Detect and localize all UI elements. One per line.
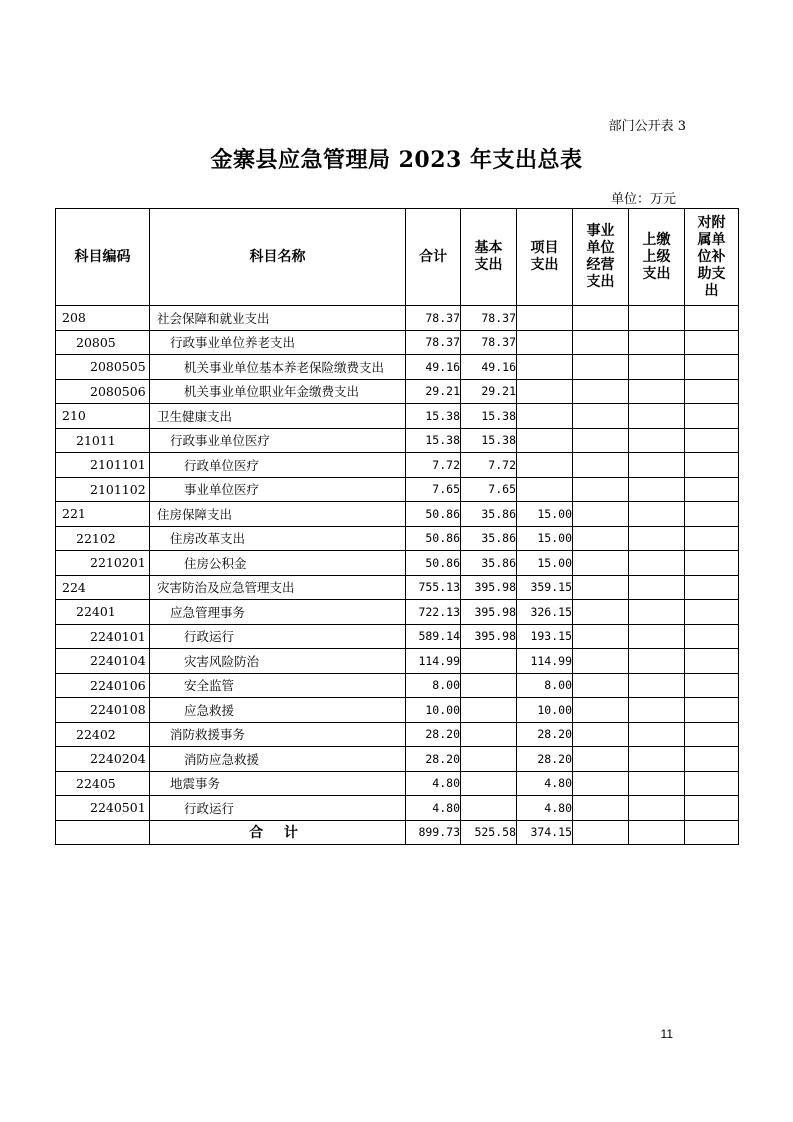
row-code: 221 [56,502,150,527]
row-project [517,453,573,478]
row-basic: 395.98 [461,575,517,600]
table-row [56,404,739,429]
page-number: 11 [660,1027,673,1041]
row-business [573,575,629,600]
row-name: 住房公积金 [150,551,406,576]
row-code: 22402 [56,722,150,747]
row-name: 行政运行 [150,624,406,649]
table-row [56,379,739,404]
row-code: 2080505 [56,355,150,380]
row-total: 78.37 [406,306,461,331]
row-total: 4.80 [406,796,461,821]
row-basic: 395.98 [461,624,517,649]
row-remit [629,575,685,600]
row-code: 20805 [56,330,150,355]
row-basic: 49.16 [461,355,517,380]
row-subsidy [685,747,739,772]
row-name: 灾害防治及应急管理支出 [150,575,406,600]
row-basic [461,796,517,821]
table-row [56,600,739,625]
row-remit [629,771,685,796]
row-project: 114.99 [517,649,573,674]
row-subsidy [685,673,739,698]
row-business [573,526,629,551]
row-name: 行政运行 [150,796,406,821]
col-subsidy-header: 对附 属单 位补 助支 出 [685,209,739,306]
table-header [56,209,739,306]
row-business [573,771,629,796]
row-total: 78.37 [406,330,461,355]
row-total: 28.20 [406,722,461,747]
row-code: 2240106 [56,673,150,698]
total-subsidy [685,820,739,845]
row-basic: 35.86 [461,502,517,527]
total-total: 899.73 [406,820,461,845]
expenditure-table [55,208,739,845]
row-code: 2240108 [56,698,150,723]
row-business [573,747,629,772]
row-name: 地震事务 [150,771,406,796]
row-name: 住房保障支出 [150,502,406,527]
row-business [573,796,629,821]
row-name: 应急救援 [150,698,406,723]
row-project: 326.15 [517,600,573,625]
row-project: 28.20 [517,747,573,772]
row-business [573,428,629,453]
row-project [517,404,573,429]
row-code: 21011 [56,428,150,453]
col-remit-header: 上缴 上级 支出 [629,209,685,306]
row-project [517,306,573,331]
row-total: 50.86 [406,551,461,576]
row-project: 15.00 [517,526,573,551]
row-project [517,477,573,502]
table-row [56,575,739,600]
row-basic: 78.37 [461,306,517,331]
row-business [573,502,629,527]
row-business [573,306,629,331]
row-business [573,649,629,674]
row-name: 机关事业单位基本养老保险缴费支出 [150,355,406,380]
row-project: 8.00 [517,673,573,698]
row-remit [629,551,685,576]
row-project [517,330,573,355]
row-basic [461,722,517,747]
row-project: 28.20 [517,722,573,747]
row-basic: 15.38 [461,428,517,453]
row-code: 2240204 [56,747,150,772]
table-row [56,796,739,821]
row-remit [629,502,685,527]
row-subsidy [685,649,739,674]
row-name: 灾害风险防治 [150,649,406,674]
row-subsidy [685,453,739,478]
table-row [56,673,739,698]
row-remit [629,330,685,355]
table-row [56,453,739,478]
row-remit [629,600,685,625]
row-subsidy [685,502,739,527]
row-code: 2210201 [56,551,150,576]
row-basic [461,649,517,674]
row-remit [629,722,685,747]
row-remit [629,477,685,502]
row-subsidy [685,428,739,453]
total-project: 374.15 [517,820,573,845]
row-total: 8.00 [406,673,461,698]
table-row [56,355,739,380]
row-basic: 15.38 [461,404,517,429]
row-total: 50.86 [406,526,461,551]
row-remit [629,453,685,478]
row-subsidy [685,526,739,551]
table-row [56,649,739,674]
row-remit [629,306,685,331]
row-name: 行政单位医疗 [150,453,406,478]
row-code: 210 [56,404,150,429]
table-row [56,330,739,355]
row-total: 50.86 [406,502,461,527]
row-remit [629,698,685,723]
row-project: 4.80 [517,771,573,796]
table-row [56,771,739,796]
row-business [573,551,629,576]
row-name: 住房改革支出 [150,526,406,551]
table-body [56,306,739,845]
row-business [573,722,629,747]
row-total: 114.99 [406,649,461,674]
row-code: 22401 [56,600,150,625]
row-project [517,379,573,404]
row-basic [461,771,517,796]
row-total: 28.20 [406,747,461,772]
row-remit [629,379,685,404]
col-project-header: 项目 支出 [517,209,573,306]
row-name: 行政事业单位养老支出 [150,330,406,355]
row-project: 15.00 [517,551,573,576]
row-basic [461,673,517,698]
total-business [573,820,629,845]
row-subsidy [685,575,739,600]
row-total: 755.13 [406,575,461,600]
row-subsidy [685,330,739,355]
total-remit [629,820,685,845]
row-total: 29.21 [406,379,461,404]
row-name: 行政事业单位医疗 [150,428,406,453]
row-total: 7.65 [406,477,461,502]
table-row [56,526,739,551]
row-business [573,477,629,502]
row-basic: 29.21 [461,379,517,404]
row-subsidy [685,771,739,796]
row-code: 2240101 [56,624,150,649]
row-business [573,453,629,478]
total-row [56,820,739,845]
table-row [56,428,739,453]
table-row [56,722,739,747]
row-code: 2080506 [56,379,150,404]
row-subsidy [685,379,739,404]
row-project: 4.80 [517,796,573,821]
row-subsidy [685,722,739,747]
row-business [573,673,629,698]
row-total: 10.00 [406,698,461,723]
row-name: 事业单位医疗 [150,477,406,502]
table-row [56,698,739,723]
row-remit [629,649,685,674]
row-project: 10.00 [517,698,573,723]
row-name: 安全监管 [150,673,406,698]
row-basic: 395.98 [461,600,517,625]
row-total: 15.38 [406,404,461,429]
unit-label: 单位：万元 [610,192,676,207]
row-subsidy [685,404,739,429]
row-business [573,698,629,723]
row-remit [629,355,685,380]
table-row [56,624,739,649]
row-subsidy [685,698,739,723]
row-business [573,379,629,404]
row-remit [629,673,685,698]
row-basic: 7.65 [461,477,517,502]
row-name: 消防应急救援 [150,747,406,772]
total-code [56,820,150,845]
row-remit [629,747,685,772]
row-business [573,330,629,355]
row-remit [629,796,685,821]
row-subsidy [685,600,739,625]
row-project [517,355,573,380]
row-remit [629,404,685,429]
col-business-header: 事业 单位 经营 支出 [573,209,629,306]
row-basic [461,747,517,772]
row-name: 机关事业单位职业年金缴费支出 [150,379,406,404]
row-total: 49.16 [406,355,461,380]
row-subsidy [685,551,739,576]
row-code: 2240104 [56,649,150,674]
row-business [573,404,629,429]
row-subsidy [685,624,739,649]
row-basic: 35.86 [461,526,517,551]
row-total: 4.80 [406,771,461,796]
table-row [56,551,739,576]
row-subsidy [685,796,739,821]
row-name: 消防救援事务 [150,722,406,747]
row-code: 208 [56,306,150,331]
row-subsidy [685,355,739,380]
row-total: 7.72 [406,453,461,478]
table-row [56,306,739,331]
row-project: 15.00 [517,502,573,527]
row-code: 22405 [56,771,150,796]
row-basic: 78.37 [461,330,517,355]
row-name: 应急管理事务 [150,600,406,625]
col-basic-header: 基本 支出 [461,209,517,306]
row-business [573,624,629,649]
row-project: 359.15 [517,575,573,600]
row-code: 2101101 [56,453,150,478]
row-project [517,428,573,453]
col-code-header: 科目编码 [56,209,150,306]
row-remit [629,428,685,453]
row-project: 193.15 [517,624,573,649]
row-code: 2101102 [56,477,150,502]
table-row [56,477,739,502]
row-total: 589.14 [406,624,461,649]
row-remit [629,526,685,551]
row-name: 社会保障和就业支出 [150,306,406,331]
row-code: 224 [56,575,150,600]
row-basic: 7.72 [461,453,517,478]
row-code: 2240501 [56,796,150,821]
row-remit [629,624,685,649]
table-row [56,747,739,772]
col-name-header: 科目名称 [150,209,406,306]
row-code: 22102 [56,526,150,551]
total-basic: 525.58 [461,820,517,845]
col-total-header: 合计 [406,209,461,306]
row-basic [461,698,517,723]
row-basic: 35.86 [461,551,517,576]
row-business [573,600,629,625]
table-row [56,502,739,527]
row-subsidy [685,306,739,331]
row-subsidy [685,477,739,502]
row-business [573,355,629,380]
form-number: 部门公开表 3 [608,119,686,134]
page-title: 金寨县应急管理局 2023 年支出总表 [210,147,583,173]
total-label: 合 计 [150,820,406,845]
row-name: 卫生健康支出 [150,404,406,429]
row-total: 15.38 [406,428,461,453]
row-total: 722.13 [406,600,461,625]
